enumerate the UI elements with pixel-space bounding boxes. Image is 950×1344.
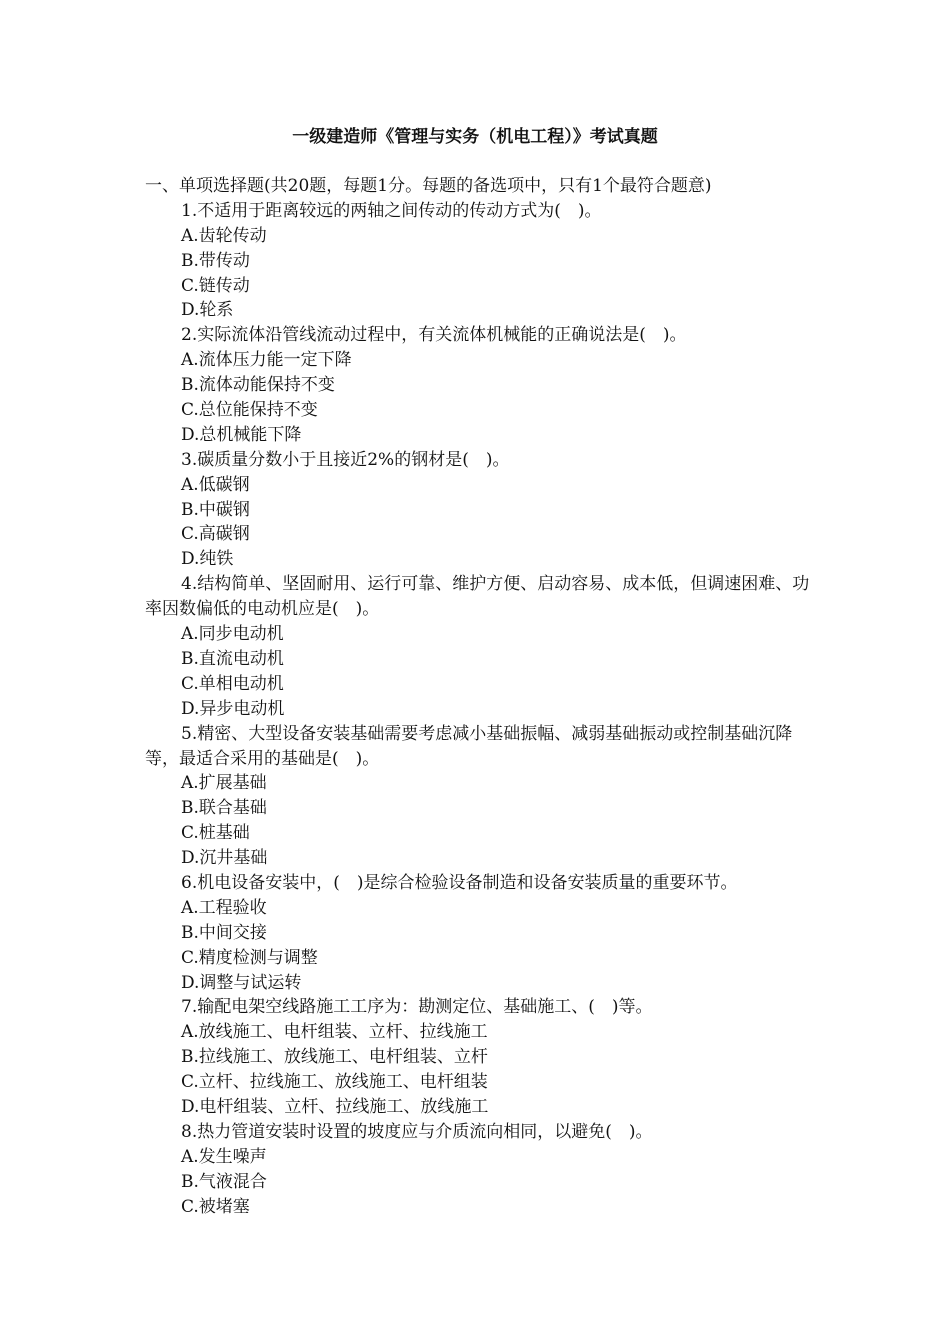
option-item: A.同步电动机 xyxy=(181,624,284,645)
option-item: B.中间交接 xyxy=(181,922,267,943)
option-item: A.工程验收 xyxy=(181,897,267,918)
option-item: B.中碳钢 xyxy=(181,499,250,520)
option-item: D.调整与试运转 xyxy=(181,972,302,993)
document-title: 一级建造师《管理与实务（机电工程）》考试真题 xyxy=(292,127,658,147)
option-item: A.发生噪声 xyxy=(181,1146,267,1167)
option-item: A.流体压力能一定下降 xyxy=(181,350,352,371)
option-item: A.扩展基础 xyxy=(181,773,267,794)
option-item: A.齿轮传动 xyxy=(181,225,267,246)
document-body xyxy=(145,174,815,1219)
option-item: C.单相电动机 xyxy=(181,673,284,694)
option-item: B.拉线施工、放线施工、电杆组装、立杆 xyxy=(181,1047,488,1068)
option-item: D.沉井基础 xyxy=(181,848,268,869)
option-item: D.电杆组装、立杆、拉线施工、放线施工 xyxy=(181,1097,489,1118)
option-item: B.带传动 xyxy=(181,250,250,271)
question-stem: 1.不适用于距离较远的两轴之间传动的传动方式为( )。 xyxy=(181,200,602,221)
option-item: C.高碳钢 xyxy=(181,524,250,545)
option-item: B.气液混合 xyxy=(181,1171,267,1192)
option-item: C.总位能保持不变 xyxy=(181,400,318,421)
question-stem: 3.碳质量分数小于且接近2%的钢材是( )。 xyxy=(181,449,510,470)
question-stem: 2.实际流体沿管线流动过程中，有关流体机械能的正确说法是( )。 xyxy=(181,325,687,346)
option-item: C.被堵塞 xyxy=(181,1196,250,1217)
option-item: B.联合基础 xyxy=(181,798,267,819)
section-heading: 一、单项选择题(共20题，每题1分。每题的备选项中，只有1个最符合题意) xyxy=(145,176,712,196)
option-item: B.直流电动机 xyxy=(181,648,284,669)
option-item: A.低碳钢 xyxy=(181,474,250,495)
option-item: A.放线施工、电杆组装、立杆、拉线施工 xyxy=(181,1022,488,1043)
question-stem: 8.热力管道安装时设置的坡度应与介质流向相同，以避免( )。 xyxy=(181,1121,653,1142)
option-item: C.精度检测与调整 xyxy=(181,947,318,968)
option-item: C.链传动 xyxy=(181,275,250,296)
question-stem: 7.输配电架空线路施工工序为：勘测定位、基础施工、( )等。 xyxy=(181,997,653,1018)
option-item: D.总机械能下降 xyxy=(181,424,302,445)
question-stem: 4.结构简单、坚固耐用、运行可靠、维护方便、启动容易、成本低，但调速困难、功率因数偏低的电动机应是( )。 xyxy=(145,574,810,620)
question-stem: 5.精密、大型设备安装基础需要考虑减小基础振幅、减弱基础振动或控制基础沉降等，最适合采用的基础是( )。 xyxy=(145,723,793,769)
question-stem: 6.机电设备安装中，( )是综合检验设备制造和设备安装质量的重要环节。 xyxy=(181,873,738,893)
option-item: B.流体动能保持不变 xyxy=(181,375,335,396)
option-item: D.轮系 xyxy=(181,300,234,321)
option-item: D.异步电动机 xyxy=(181,698,285,719)
option-item: C.桩基础 xyxy=(181,823,250,844)
option-item: C.立杆、拉线施工、放线施工、电杆组装 xyxy=(181,1072,488,1093)
option-item: D.纯铁 xyxy=(181,549,234,570)
